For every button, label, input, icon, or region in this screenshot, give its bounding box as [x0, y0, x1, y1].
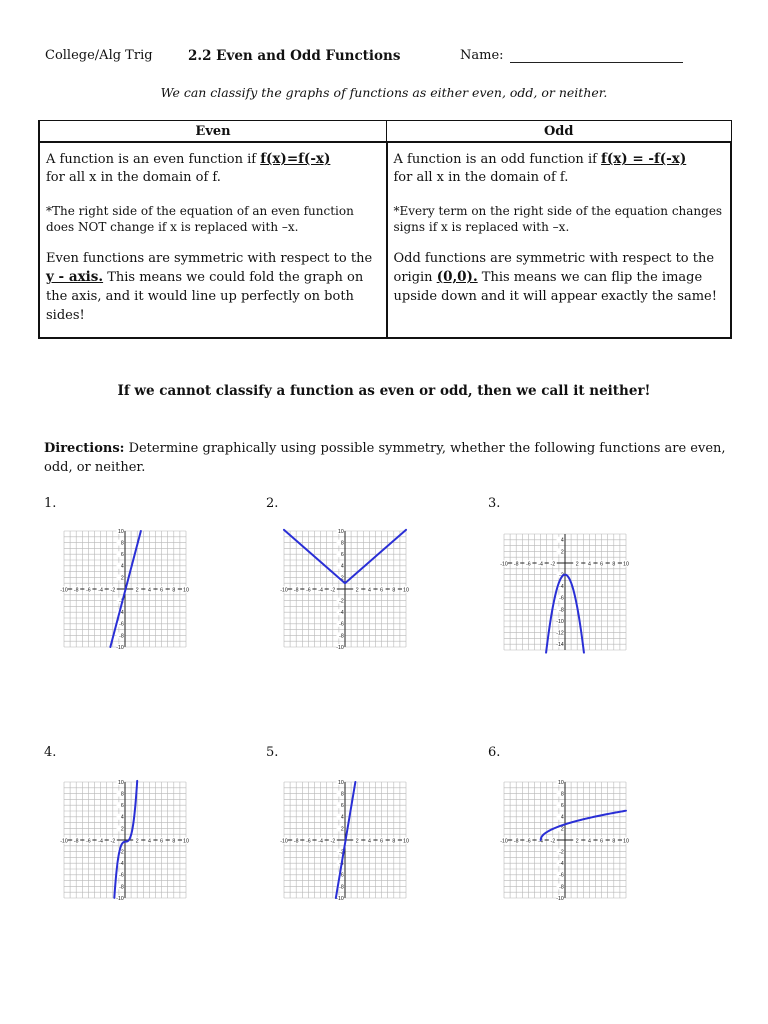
y-tick-label: -12 — [556, 630, 564, 637]
x-tick-label: 2 — [575, 838, 579, 845]
y-tick-label: -4 — [119, 861, 124, 868]
coordinate-grid — [498, 528, 632, 656]
y-tick-label: -4 — [559, 861, 564, 868]
y-tick-label: -10 — [336, 895, 344, 902]
x-tick-label: -4 — [98, 838, 103, 845]
odd-definition — [394, 150, 725, 187]
y-tick-label: 4 — [340, 814, 344, 821]
y-tick-label: 4 — [120, 563, 124, 570]
y-tick-label: 10 — [338, 528, 344, 535]
coordinate-grid — [278, 525, 412, 653]
x-tick-label: 4 — [147, 838, 151, 845]
even-heading: Even — [39, 121, 387, 143]
y-tick-label: -10 — [116, 644, 124, 651]
x-tick-label: 8 — [612, 838, 616, 845]
even-def-domain: for all x in the domain of f. — [46, 170, 221, 185]
y-tick-label: -8 — [559, 884, 564, 891]
odd-note: *Every term on the right side of the equation changes signs if x is replaced with –x. — [393, 204, 723, 234]
odd-def-domain: for all x in the domain of f. — [393, 170, 569, 185]
y-tick-label: 4 — [560, 814, 564, 821]
problem-number-1: 1. — [44, 496, 57, 511]
x-tick-label: -2 — [330, 838, 336, 845]
x-tick-label: -4 — [318, 587, 323, 594]
coordinate-grid — [58, 525, 192, 653]
graph-2 — [278, 525, 412, 653]
y-tick-label: -6 — [559, 872, 564, 879]
odd-sym-text: Odd functions are symmetric with respect to the origin — [393, 251, 715, 285]
even-odd-table — [38, 120, 732, 339]
x-tick-label: -10 — [280, 587, 288, 594]
y-tick-label: 8 — [340, 791, 344, 798]
x-tick-label: -2 — [550, 561, 556, 568]
odd-sym-key: (0,0). — [436, 269, 478, 285]
x-tick-label: -6 — [86, 838, 91, 845]
even-sym-rest: This means we could fold the graph on the axis, and it would line up perfectly on both sides! — [46, 270, 364, 323]
y-tick-label: 6 — [340, 552, 344, 559]
x-tick-label: 8 — [612, 561, 616, 568]
x-tick-label: 2 — [135, 838, 139, 845]
directions — [44, 439, 734, 477]
y-tick-label: 2 — [120, 575, 124, 582]
x-tick-label: -8 — [73, 587, 79, 594]
even-sym-key: y - axis. — [46, 269, 104, 285]
coordinate-grid — [58, 776, 192, 904]
x-tick-label: -8 — [293, 838, 299, 845]
y-tick-label: 10 — [558, 779, 564, 786]
y-tick-label: -8 — [559, 607, 564, 614]
x-tick-label: 2 — [355, 838, 359, 845]
x-tick-label: 2 — [355, 587, 359, 594]
course-label: College/Alg Trig — [45, 48, 153, 63]
y-tick-label: 6 — [120, 803, 124, 810]
x-tick-label: 10 — [183, 587, 189, 594]
y-tick-label: 8 — [120, 791, 124, 798]
even-sym-text: Even functions are symmetric with respect to the — [46, 251, 373, 266]
x-tick-label: 4 — [587, 838, 591, 845]
x-tick-label: 8 — [392, 587, 396, 594]
y-tick-label: -8 — [119, 633, 124, 640]
x-tick-label: -4 — [98, 587, 103, 594]
name-blank-line[interactable] — [510, 62, 683, 63]
y-tick-label: 4 — [340, 563, 344, 570]
even-symmetry — [46, 249, 380, 325]
x-tick-label: 10 — [403, 838, 409, 845]
y-tick-label: 2 — [560, 826, 564, 833]
x-tick-label: 4 — [367, 838, 371, 845]
x-tick-label: 8 — [392, 838, 396, 845]
graph-6 — [498, 776, 632, 904]
coordinate-grid — [498, 776, 632, 904]
intro-text: We can classify the graphs of functions as either even, odd, or neither. — [160, 85, 608, 100]
y-tick-label: 6 — [560, 803, 564, 810]
x-tick-label: 4 — [147, 587, 151, 594]
y-tick-label: -6 — [559, 595, 564, 602]
problem-number-5: 5. — [266, 745, 279, 760]
x-tick-label: 4 — [367, 587, 371, 594]
x-tick-label: -8 — [513, 561, 519, 568]
y-tick-label: -2 — [119, 849, 124, 856]
x-tick-label: 8 — [172, 838, 176, 845]
y-tick-label: -4 — [339, 861, 344, 868]
even-definition — [46, 150, 380, 187]
x-tick-label: -10 — [60, 587, 68, 594]
x-tick-label: -8 — [513, 838, 519, 845]
y-tick-label: -6 — [339, 621, 344, 628]
y-tick-label: -6 — [119, 621, 124, 628]
x-tick-label: 6 — [160, 838, 164, 845]
y-tick-label: 4 — [560, 537, 564, 544]
y-tick-label: -2 — [119, 598, 124, 605]
problem-number-4: 4. — [44, 745, 57, 760]
x-tick-label: -10 — [500, 561, 508, 568]
x-tick-label: -6 — [526, 838, 531, 845]
y-tick-label: 2 — [120, 826, 124, 833]
y-tick-label: -8 — [339, 633, 344, 640]
x-tick-label: 6 — [600, 838, 604, 845]
graph-5 — [278, 776, 412, 904]
x-tick-label: -2 — [110, 587, 116, 594]
x-tick-label: 6 — [380, 587, 384, 594]
y-tick-label: -2 — [559, 572, 564, 579]
odd-symmetry — [394, 249, 725, 306]
y-tick-label: 8 — [120, 540, 124, 547]
y-tick-label: 6 — [340, 803, 344, 810]
directions-text: Determine graphically using possible symmetry, whether the following functions are even, odd, or neither. — [44, 441, 726, 475]
worksheet-title: 2.2 Even and Odd Functions — [188, 48, 401, 64]
x-tick-label: -2 — [330, 587, 336, 594]
y-tick-label: -4 — [119, 610, 124, 617]
x-tick-label: -4 — [538, 838, 543, 845]
x-tick-label: 10 — [403, 587, 409, 594]
x-tick-label: -4 — [318, 838, 323, 845]
y-tick-label: 10 — [118, 779, 124, 786]
odd-heading: Odd — [387, 121, 732, 143]
y-tick-label: 2 — [340, 826, 344, 833]
x-tick-label: -8 — [293, 587, 299, 594]
y-tick-label: 8 — [560, 791, 564, 798]
x-tick-label: -10 — [500, 838, 508, 845]
x-tick-label: -10 — [60, 838, 68, 845]
x-tick-label: 10 — [623, 838, 629, 845]
y-tick-label: 4 — [120, 814, 124, 821]
problem-number-6: 6. — [488, 745, 501, 760]
even-def-text: A function is an even function if — [46, 152, 261, 167]
y-tick-label: -4 — [339, 610, 344, 617]
y-tick-label: -8 — [119, 884, 124, 891]
y-tick-label: -2 — [339, 598, 344, 605]
odd-sym-rest: This means we can flip the image upside down and it will appear exactly the same! — [393, 270, 717, 304]
y-tick-label: -10 — [556, 618, 564, 625]
problem-number-3: 3. — [488, 496, 501, 511]
even-cell — [39, 142, 387, 338]
y-tick-label: -10 — [556, 895, 564, 902]
x-tick-label: -6 — [86, 587, 91, 594]
y-tick-label: -6 — [119, 872, 124, 879]
x-tick-label: 10 — [623, 561, 629, 568]
x-tick-label: -6 — [526, 561, 531, 568]
odd-cell — [387, 142, 732, 338]
y-tick-label: -10 — [116, 895, 124, 902]
graph-3 — [498, 528, 632, 656]
x-tick-label: -4 — [538, 561, 543, 568]
y-tick-label: -4 — [559, 584, 564, 591]
y-tick-label: -8 — [339, 884, 344, 891]
x-tick-label: -6 — [306, 587, 311, 594]
coordinate-grid — [278, 776, 412, 904]
x-tick-label: 2 — [135, 587, 139, 594]
odd-equation: f(x) = -f(-x) — [601, 151, 687, 167]
x-tick-label: -10 — [280, 838, 288, 845]
y-tick-label: -2 — [339, 849, 344, 856]
y-tick-label: -14 — [556, 642, 564, 649]
y-tick-label: 6 — [120, 552, 124, 559]
graph-1 — [58, 525, 192, 653]
y-tick-label: -6 — [339, 872, 344, 879]
problem-number-2: 2. — [266, 496, 279, 511]
x-tick-label: 4 — [587, 561, 591, 568]
directions-label: Directions: — [44, 441, 125, 456]
graph-4 — [58, 776, 192, 904]
x-tick-label: 2 — [575, 561, 579, 568]
y-tick-label: 2 — [560, 549, 564, 556]
x-tick-label: 6 — [600, 561, 604, 568]
x-tick-label: 10 — [183, 838, 189, 845]
x-tick-label: -8 — [73, 838, 79, 845]
y-tick-label: 2 — [340, 575, 344, 582]
odd-def-text: A function is an odd function if — [393, 152, 602, 167]
y-tick-label: -2 — [559, 849, 564, 856]
x-tick-label: -2 — [110, 838, 116, 845]
even-equation: f(x)=f(-x) — [260, 151, 331, 167]
x-tick-label: -2 — [550, 838, 556, 845]
x-tick-label: 8 — [172, 587, 176, 594]
neither-statement: If we cannot classify a function as even or odd, then we call it neither! — [117, 383, 651, 399]
x-tick-label: 6 — [380, 838, 384, 845]
y-tick-label: -10 — [336, 644, 344, 651]
y-tick-label: 10 — [338, 779, 344, 786]
name-label: Name: — [460, 48, 504, 63]
even-note: *The right side of the equation of an even function does NOT change if x is replaced with –x. — [46, 204, 354, 234]
y-tick-label: 10 — [118, 528, 124, 535]
x-tick-label: 6 — [160, 587, 164, 594]
y-tick-label: 8 — [340, 540, 344, 547]
x-tick-label: -6 — [306, 838, 311, 845]
